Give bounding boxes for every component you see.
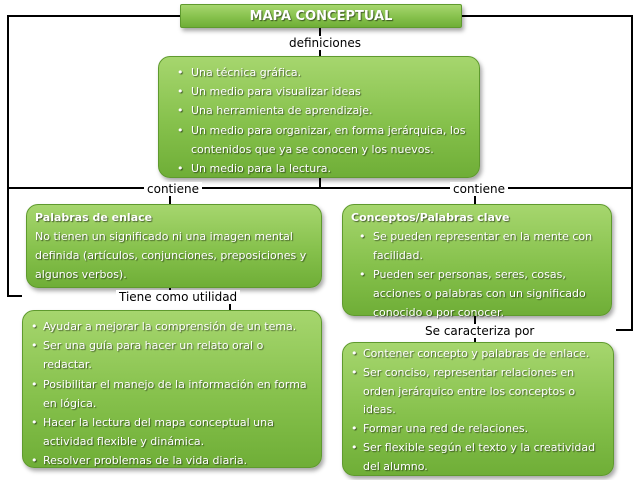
list-item: • Formar una red de relaciones. <box>349 420 607 439</box>
label-contiene-right: contiene <box>450 182 508 196</box>
conceptos-list <box>351 227 603 322</box>
list-item: • Se pueden representar en la mente con facilidad. <box>351 227 603 265</box>
definiciones-list <box>169 63 471 178</box>
list-item: • Contener concepto y palabras de enlace. <box>349 345 607 364</box>
caracteristicas-list <box>349 345 607 477</box>
caracteristicas-box <box>342 342 614 476</box>
list-item: • Posibilitar el manejo de la información en forma en lógica. <box>29 375 313 413</box>
list-item: • Una herramienta de aprendizaje. <box>169 101 471 120</box>
label-caracteriza: Se caracteriza por <box>422 324 537 338</box>
list-item: • Ser una guía para hacer un relato oral o redactar. <box>29 336 313 374</box>
list-item: • Una técnica gráfica. <box>169 63 471 82</box>
palabras-enlace-title: Palabras de enlace <box>35 211 153 224</box>
list-item: • Ser flexible según el texto y la creatividad del alumno. <box>349 439 607 477</box>
label-utilidad: Tiene como utilidad <box>116 290 240 304</box>
definiciones-box <box>158 56 480 178</box>
list-item: • Ayudar a mejorar la comprensión de un tema. <box>29 317 313 336</box>
utilidad-list <box>29 317 313 471</box>
list-item: • Un medio para la lectura. <box>169 159 471 178</box>
utilidad-box <box>22 310 322 468</box>
list-item: • Un medio para organizar, en forma jerárquica, los contenidos que ya se conocen y los nuevos. <box>169 121 471 159</box>
map-title-text: MAPA CONCEPTUAL <box>249 8 393 24</box>
conceptos-box <box>342 204 612 319</box>
palabras-enlace-box <box>26 204 322 288</box>
label-contiene-left: contiene <box>144 182 202 196</box>
list-item: • Ser conciso, representar relaciones en orden jerárquico entre los conceptos o ideas. <box>349 364 607 420</box>
map-title <box>180 4 462 28</box>
list-item: • Un medio para visualizar ideas <box>169 82 471 101</box>
list-item: • Hacer la lectura del mapa conceptual una actividad flexible y dinámica. <box>29 413 313 451</box>
conceptos-title: Conceptos/Palabras clave <box>351 211 510 224</box>
palabras-enlace-text: No tienen un significado ni una imagen mental definida (artículos, conjunciones, preposiciones y algunos verbos). <box>35 230 307 281</box>
list-item: • Resolver problemas de la vida diaria. <box>29 451 313 470</box>
label-definiciones: definiciones <box>286 36 364 50</box>
list-item: • Pueden ser personas, seres, cosas, acciones o palabras con un significado conocido o por conocer. <box>351 265 603 322</box>
